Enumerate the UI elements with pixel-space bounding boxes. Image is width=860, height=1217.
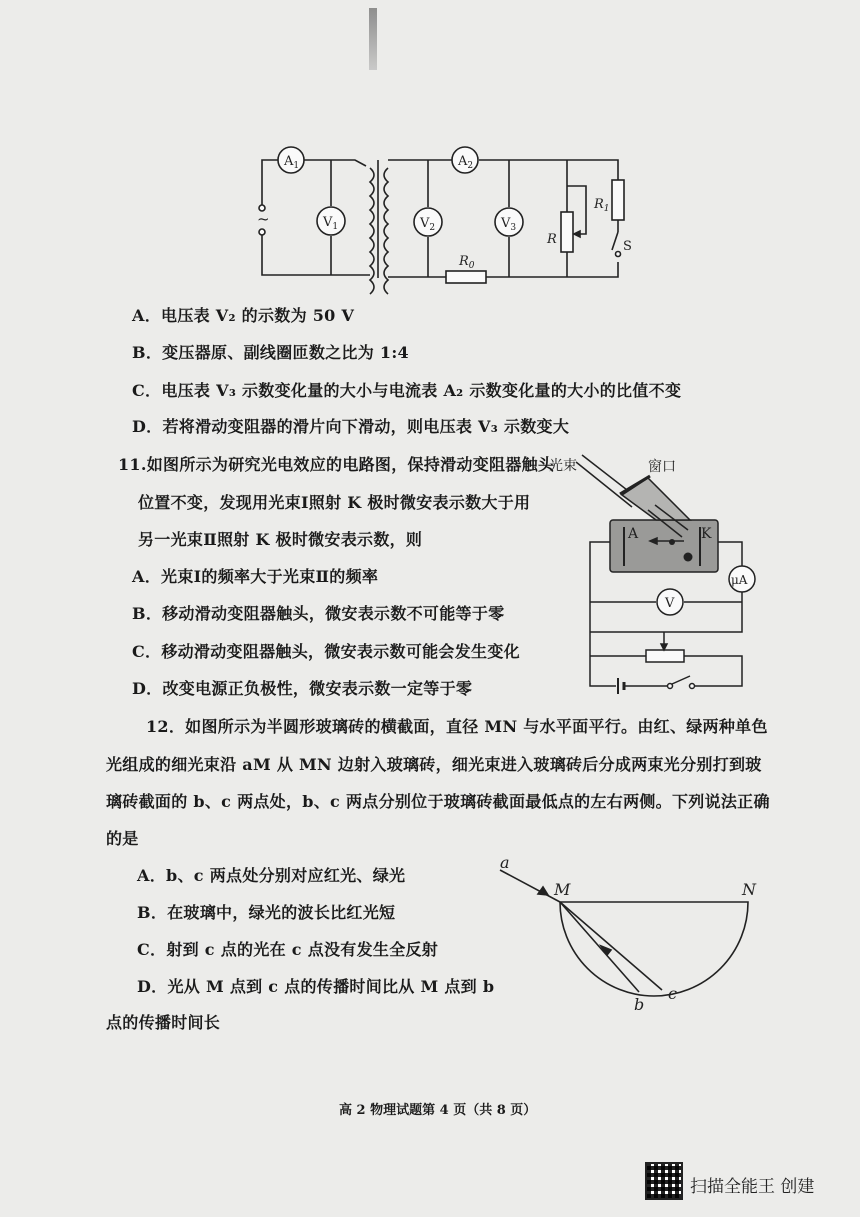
q12-option-c: C．射到 c 点的光在 c 点没有发生全反射	[137, 940, 439, 959]
point-c-label: c	[668, 984, 677, 1003]
resistor-r0-label: $R_0$	[459, 254, 475, 271]
q12-option-d-line2: 点的传播时间长	[106, 1013, 221, 1032]
q11-option-c: C．移动滑动变阻器触头，微安表示数可能会发生变化	[132, 642, 520, 661]
q12-stem-line1: 12．如图所示为半圆形玻璃砖的横截面，直径 MN 与水平面平行。由红、绿两种单色	[146, 717, 768, 736]
ammeter-a2-label: $A_2$	[458, 154, 474, 171]
microammeter-label: μA	[731, 573, 748, 587]
point-n-label: N	[742, 880, 756, 899]
ammeter-a1-label: $A_1$	[284, 154, 300, 171]
qr-code-icon	[645, 1162, 683, 1200]
q10-option-b: B．变压器原、副线圈匝数之比为 1:4	[132, 343, 409, 362]
q10-option-c: C．电压表 V₃ 示数变化量的大小与电流表 A₂ 示数变化量的大小的比值不变	[132, 381, 682, 400]
ac-source-symbol: ~	[257, 210, 270, 228]
q11-option-b: B．移动滑动变阻器触头，微安表示数不可能等于零	[132, 604, 505, 623]
q12-option-b: B．在玻璃中，绿光的波长比红光短	[137, 903, 396, 922]
cathode-k-label: K	[701, 526, 712, 542]
q12-stem-line3: 璃砖截面的 b、c 两点处，b、c 两点分别位于玻璃砖截面最低点的左右两侧。下列说法正确	[106, 792, 770, 811]
q11-stem-line2: 位置不变，发现用光束Ⅰ照射 K 极时微安表示数大于用	[138, 493, 531, 512]
scanner-watermark: 扫描全能王 创建	[690, 1177, 815, 1197]
window-label: 窗口	[648, 459, 676, 475]
rheostat-r-label: R	[547, 232, 557, 247]
voltmeter-label: V	[665, 596, 675, 611]
switch-s-label: S	[623, 239, 632, 254]
q12-option-d-line1: D．光从 M 点到 c 点的传播时间比从 M 点到 b	[137, 977, 495, 996]
resistor-r1-label: $R_1$	[594, 197, 610, 214]
point-a-label: a	[500, 853, 510, 872]
point-b-label: b	[634, 995, 645, 1014]
q12-stem-line4: 的是	[106, 829, 139, 848]
q10-option-d: D．若将滑动变阻器的滑片向下滑动，则电压表 V₃ 示数变大	[132, 417, 570, 436]
q11-stem-line1: 11.如图所示为研究光电效应的电路图，保持滑动变阻器触头	[118, 455, 555, 474]
point-m-label: M	[554, 880, 571, 899]
q11-stem-line3: 另一光束Ⅱ照射 K 极时微安表示数，则	[138, 530, 423, 549]
q11-option-a: A．光束Ⅰ的频率大于光束Ⅱ的频率	[132, 567, 379, 586]
page-footer: 高 2 物理试题第 4 页（共 8 页）	[339, 1103, 537, 1118]
q11-option-d: D．改变电源正负极性，微安表示数一定等于零	[132, 679, 473, 698]
q12-stem-line2: 光组成的细光束沿 aM 从 MN 边射入玻璃砖，细光束进入玻璃砖后分成两束光分别打到玻	[106, 755, 762, 774]
voltmeter-v3-label: $V_3$	[501, 216, 517, 233]
voltmeter-v2-label: $V_2$	[420, 216, 436, 233]
anode-a-label: A	[628, 526, 639, 542]
light-beam-label: 光束	[549, 458, 577, 474]
q12-option-a: A．b、c 两点处分别对应红光、绿光	[137, 866, 406, 885]
q10-option-a: A．电压表 V₂ 的示数为 50 V	[132, 306, 355, 325]
voltmeter-v1-label: $V_1$	[323, 215, 339, 232]
